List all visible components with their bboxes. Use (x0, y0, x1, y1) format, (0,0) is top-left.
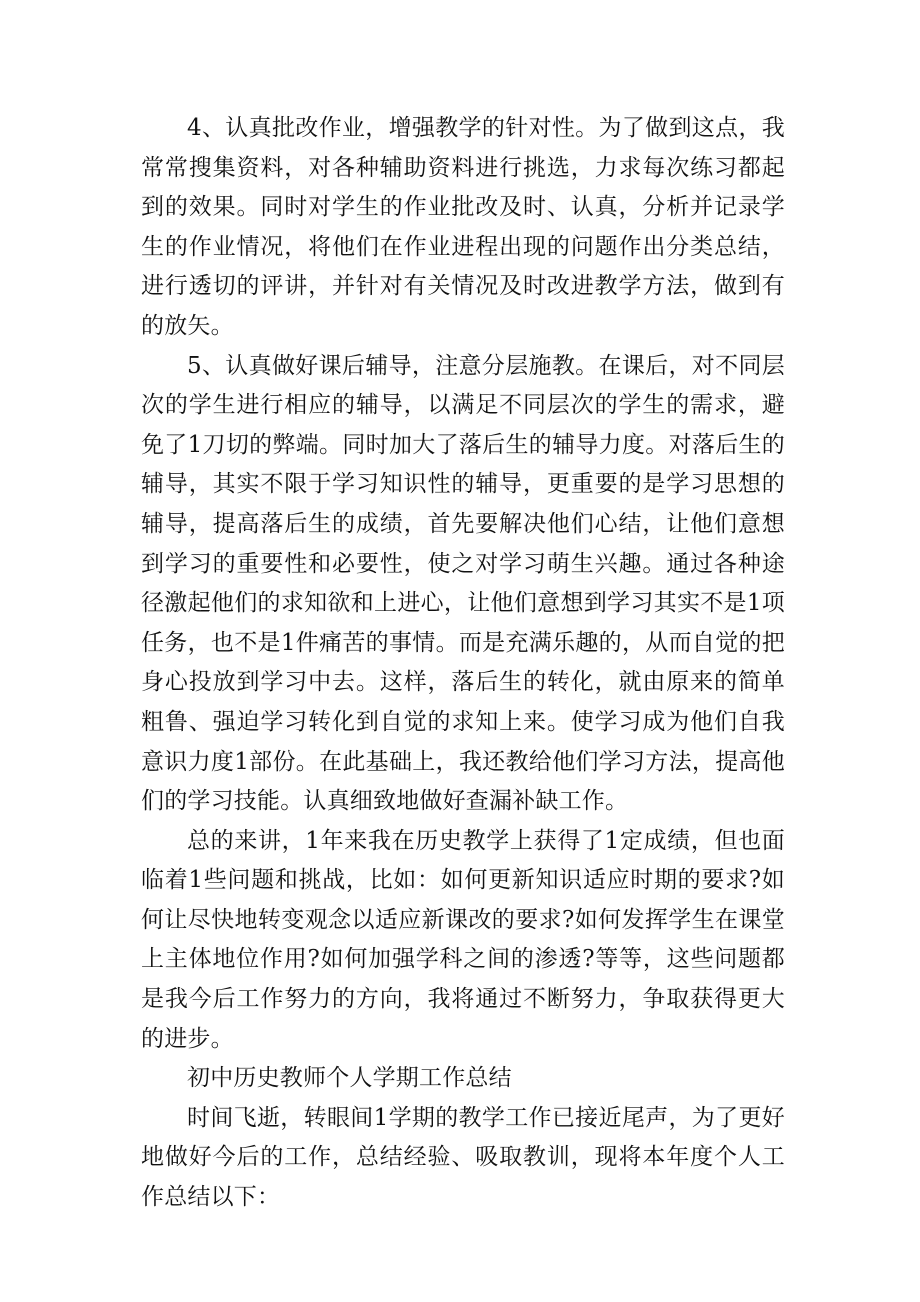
paragraph-intro: 时间飞逝，转眼间1学期的教学工作已接近尾声，为了更好地做好今后的工作，总结经验、吸取教训，现将本年度个人工作总结以下： (141, 1104, 785, 1211)
paragraph-after-class-tutoring: 5、认真做好课后辅导，注意分层施教。在课后，对不同层次的学生进行相应的辅导，以满足不同层次的学生的需求，避免了1刀切的弊端。同时加大了落后生的辅导力度。对落后生的辅导，其实不限于学习知识性的辅导，更重要的是学习思想的辅导，提高落后生的成绩，首先要解决他们心结，让他们意想到学习的重要性和必要性，使之对学习萌生兴趣。通过各种途径激起他们的求知欲和上进心，让他们意想到学习其实不是1项任务，也不是1件痛苦的事情。而是充满乐趣的，从而自觉的把身心投放到学习中去。这样，落后生的转化，就由原来的简单粗鲁、强迫学习转化到自觉的求知上来。使学习成为他们自我意识力度1部份。在此基础上，我还教给他们学习方法，提高他们的学习技能。认真细致地做好查漏补缺工作。 (141, 352, 785, 815)
section-title: 初中历史教师个人学期工作总结 (187, 1065, 512, 1092)
paragraph-summary: 总的来讲，1年来我在历史教学上获得了1定成绩，但也面临着1些问题和挑战，比如：如何更新知识适应时期的要求?如何让尽快地转变观念以适应新课改的要求?如何发挥学生在课堂上主体地位作用?如何加强学科之间的渗透?等等，这些问题都是我今后工作努力的方向，我将通过不断努力，争取获得更大的进步。 (141, 827, 785, 1052)
paragraph-homework-grading: 4、认真批改作业，增强教学的针对性。为了做到这点，我常常搜集资料，对各种辅助资料进行挑选，力求每次练习都起到的效果。同时对学生的作业批改及时、认真，分析并记录学生的作业情况，将他们在作业进程出现的问题作出分类总结，进行透切的评讲，并针对有关情况及时改进教学方法，做到有的放矢。 (141, 115, 785, 339)
document-body (141, 109, 785, 1218)
